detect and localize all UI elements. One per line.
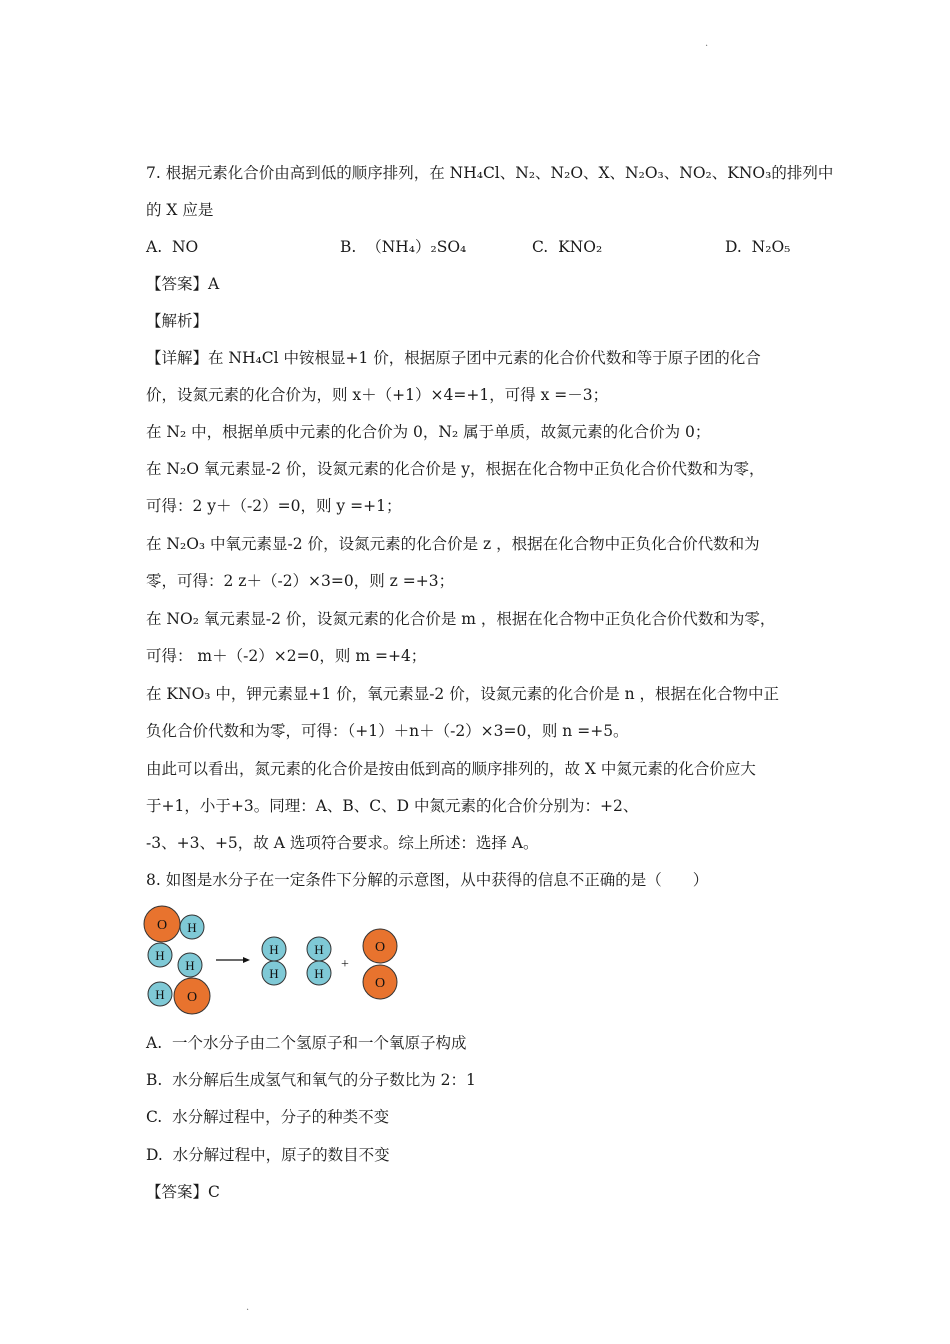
plus-sign: + bbox=[341, 957, 349, 972]
atom-h-label: H bbox=[155, 987, 165, 1002]
q7-detail-line: 零，可得：2 z＋（-2）×3=0，则 z =+3； bbox=[146, 572, 455, 590]
q7-detail-line: 可得：2 y＋（-2）=0，则 y =+1； bbox=[146, 497, 402, 515]
q7-analysis-label: 【解析】 bbox=[146, 312, 209, 330]
atom-o-label: O bbox=[156, 918, 168, 933]
q7-detail-line: 在 N₂ 中，根据单质中元素的化合价为 0，N₂ 属于单质，故氮元素的化合价为 0； bbox=[146, 423, 711, 441]
q8-option-b: B. 水分解后生成氢气和氧气的分子数比为 2：1 bbox=[146, 1071, 476, 1089]
q8-option-d: D. 水分解过程中，原子的数目不变 bbox=[146, 1146, 390, 1164]
top-dot: . bbox=[705, 38, 709, 49]
q7-option-d: D. N₂O₅ bbox=[725, 238, 791, 256]
hydrogen-molecule-1 bbox=[262, 937, 286, 985]
q7-detail-line: 于+1，小于+3。同理：A、B、C、D 中氮元素的化合价分别为：+2、 bbox=[146, 797, 639, 815]
q7-detail-line: 在 N₂O₃ 中氧元素显-2 价，设氮元素的化合价是 z ，根据在化合物中正负化合价代数和为 bbox=[146, 535, 760, 553]
atom-o-label: O bbox=[374, 976, 386, 991]
hydrogen-molecule-2 bbox=[307, 937, 331, 985]
atom-h-label: H bbox=[185, 958, 195, 973]
atom-o-label: O bbox=[374, 940, 386, 955]
q7-option-c: C. KNO₂ bbox=[532, 238, 603, 256]
atom-h-label: H bbox=[269, 942, 279, 957]
q7-option-a: A. NO bbox=[146, 238, 199, 256]
q7-stem-line-2: 的 X 应是 bbox=[146, 201, 214, 219]
q7-detail-line: 价，设氮元素的化合价为，则 x＋（+1）×4=+1，可得 x =－3； bbox=[146, 386, 609, 404]
reaction-arrow-icon bbox=[216, 957, 250, 963]
q8-answer: 【答案】C bbox=[146, 1183, 220, 1201]
q7-formula-list: NH₄Cl、N₂、N₂O、X、N₂O₃、NO₂、KNO₃ bbox=[449, 164, 772, 182]
q7-detail-line: -3、+3、+5，故 A 选项符合要求。综上所述：选择 A。 bbox=[146, 834, 539, 852]
water-decomposition-diagram bbox=[140, 902, 400, 1022]
atom-h-label: H bbox=[269, 966, 279, 981]
q7-detail-line: 在 N₂O 氧元素显-2 价，设氮元素的化合价是 y，根据在化合物中正负化合价代数和为零， bbox=[146, 460, 765, 478]
q7-option-b: B. （NH₄）₂SO₄ bbox=[340, 238, 467, 256]
q8-option-c: C. 水分解过程中，分子的种类不变 bbox=[146, 1108, 390, 1126]
oxygen-molecule bbox=[363, 929, 397, 999]
q7-detail-line: 【详解】在 NH₄Cl 中铵根显+1 价，根据原子团中元素的化合价代数和等于原子团的化合 bbox=[146, 349, 761, 367]
atom-h-label: H bbox=[187, 920, 197, 935]
atom-h-label: H bbox=[314, 942, 324, 957]
atom-h-label: H bbox=[314, 966, 324, 981]
q7-detail-line: 在 NO₂ 氧元素显-2 价，设氮元素的化合价是 m ，根据在化合物中正负化合价代数和为零， bbox=[146, 610, 776, 628]
q8-option-a: A. 一个水分子由二个氢原子和一个氧原子构成 bbox=[146, 1034, 467, 1052]
atom-h-label: H bbox=[155, 948, 165, 963]
q7-detail-line: 可得： m＋（-2）×2=0，则 m =+4； bbox=[146, 647, 427, 665]
q7-detail-line: 负化合价代数和为零，可得：（+1）＋n＋（-2）×3=0，则 n =+5。 bbox=[146, 722, 629, 740]
q7-stem-line-1: 7. 根据元素化合价由高到低的顺序排列，在 NH₄Cl、N₂、N₂O、X、N₂O₃、NO₂、KNO₃的排列中 bbox=[146, 164, 834, 182]
bottom-dot: . bbox=[246, 1302, 250, 1313]
q7-detail-line: 由此可以看出，氮元素的化合价是按由低到高的顺序排列的，故 X 中氮元素的化合价应大 bbox=[146, 760, 756, 778]
q7-answer: 【答案】A bbox=[146, 275, 220, 293]
q7-detail-line: 在 KNO₃ 中，钾元素显+1 价，氧元素显-2 价，设氮元素的化合价是 n ，根据在化合物中正 bbox=[146, 685, 780, 703]
q8-stem: 8. 如图是水分子在一定条件下分解的示意图，从中获得的信息不正确的是（ ） bbox=[146, 871, 709, 889]
atom-o-label: O bbox=[186, 990, 198, 1005]
